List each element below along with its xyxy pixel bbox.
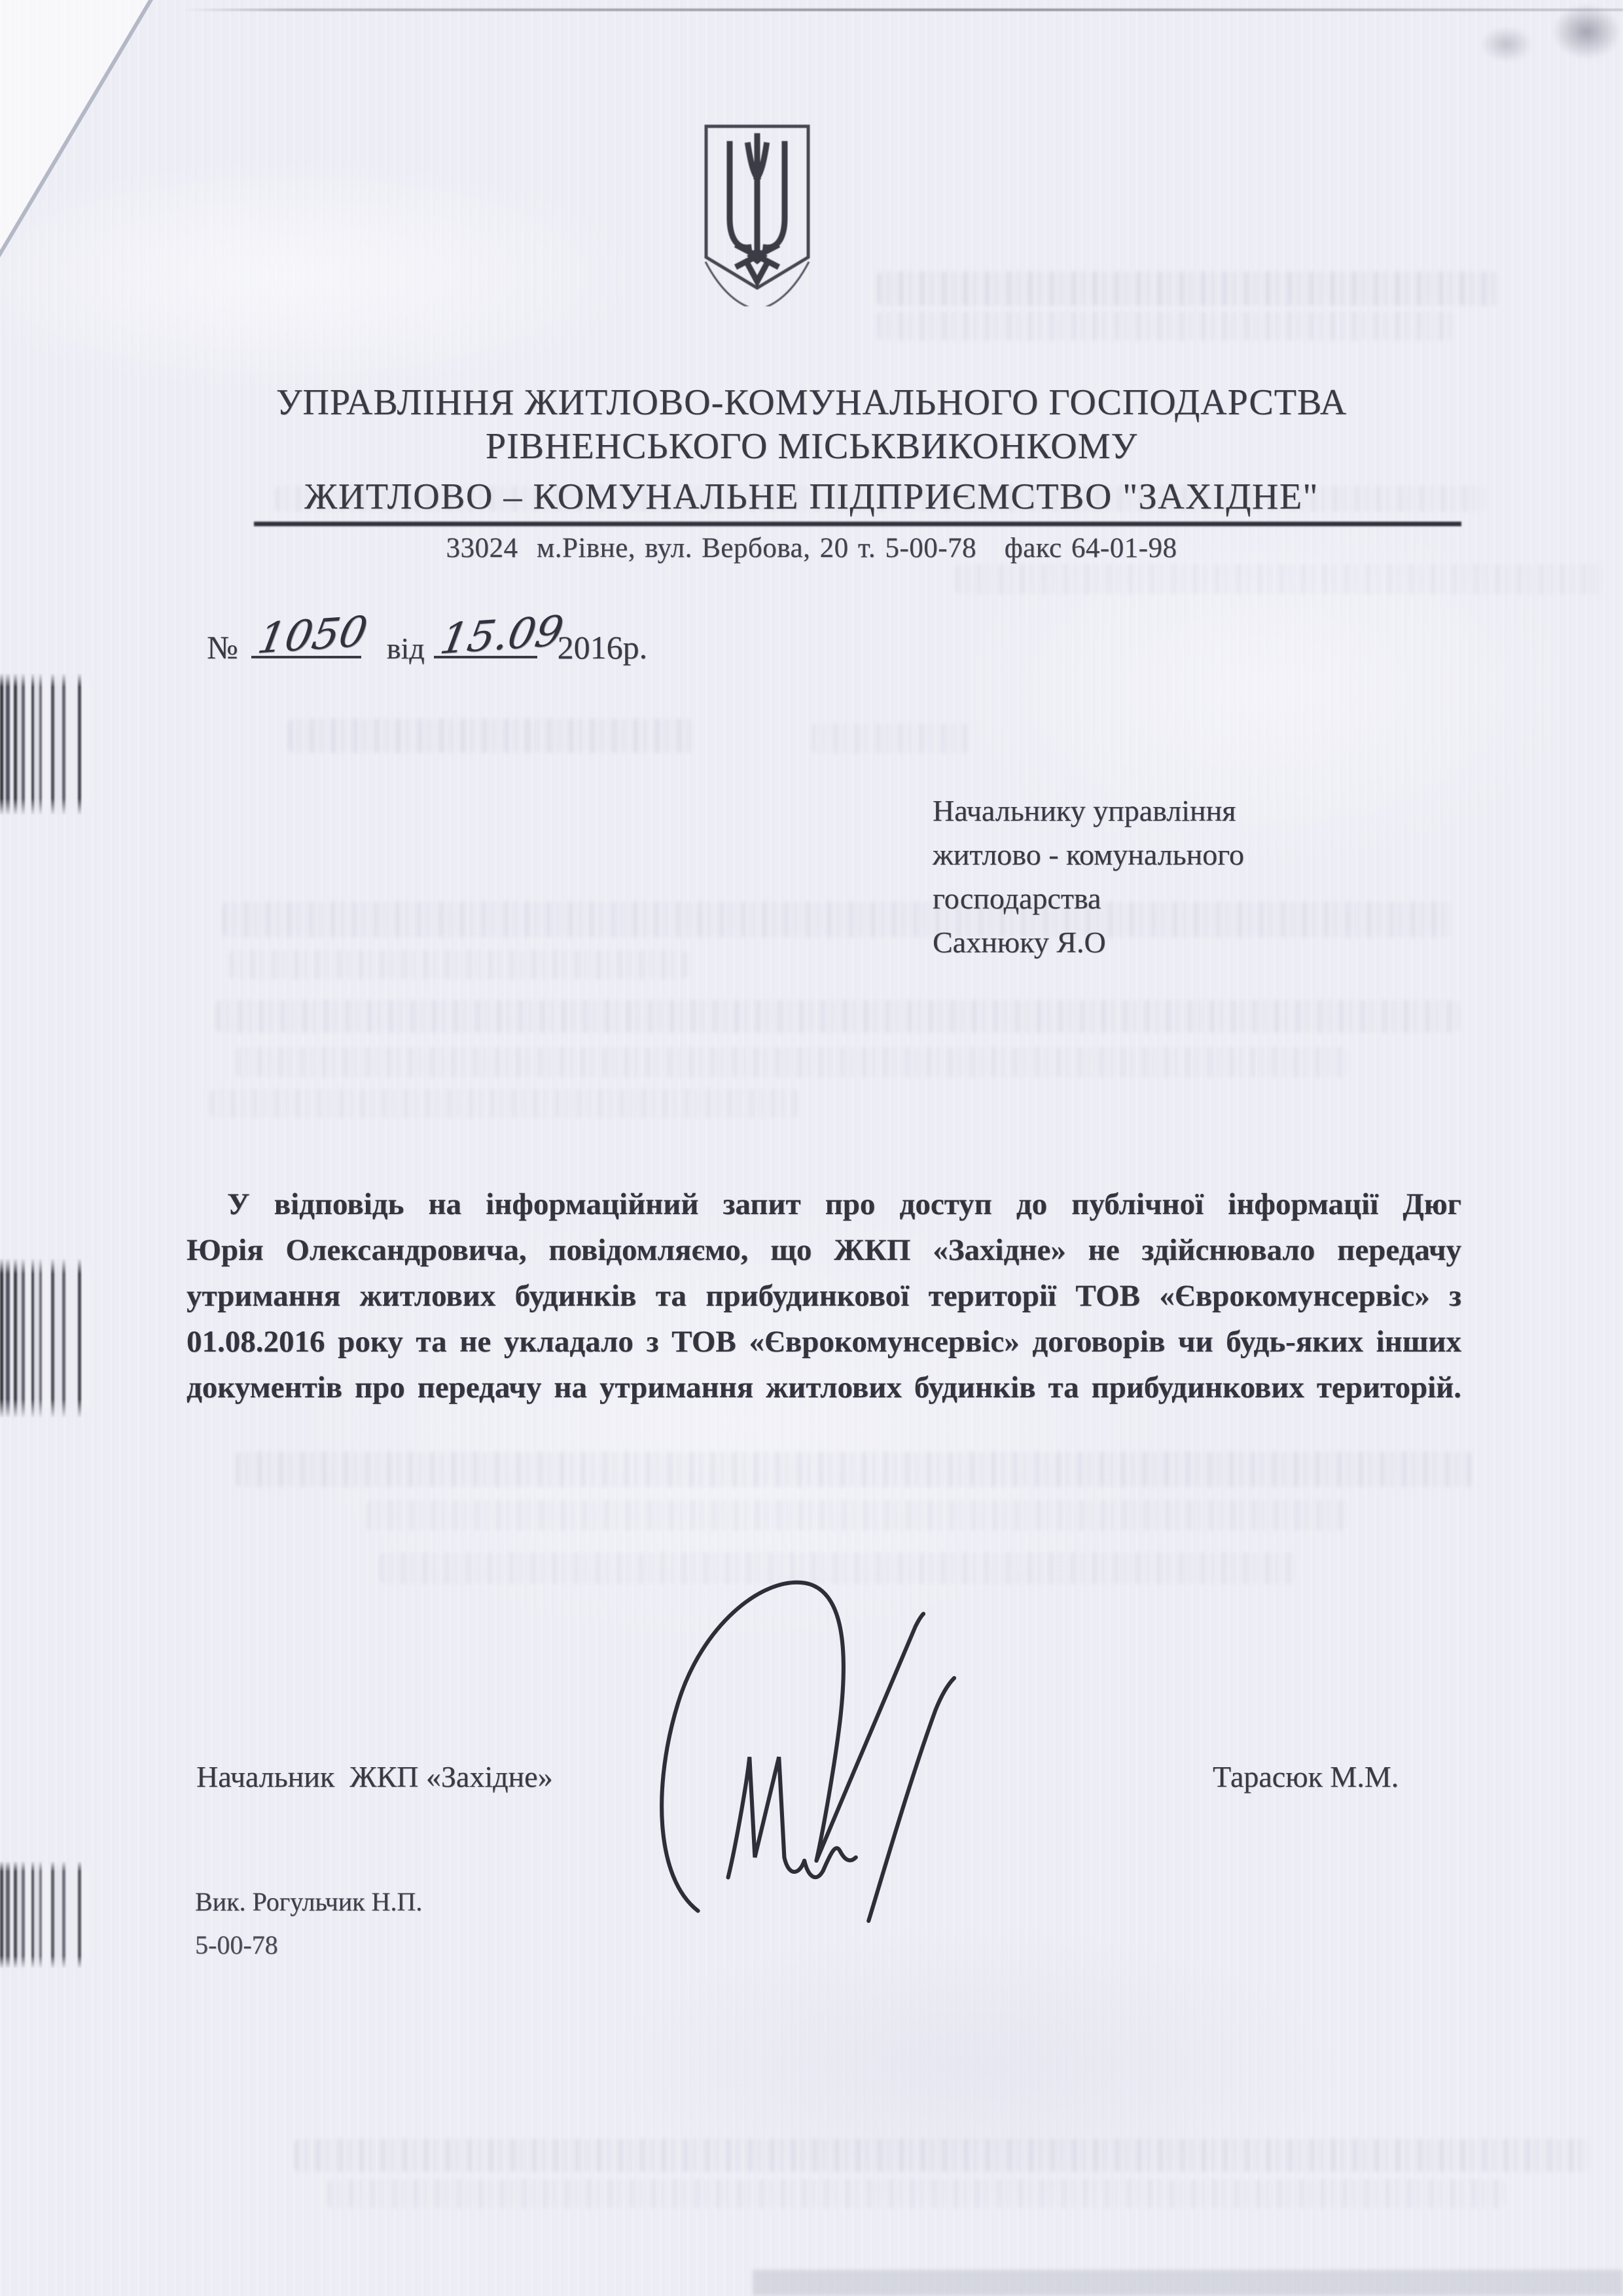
recipient-line2: житлово - комунального [933, 838, 1244, 871]
body-line: 01.08.2016 року та не укладало з ТОВ «Єврокомунсервіс» договорів чи будь-яких інших [187, 1325, 1461, 1359]
top-edge-scan-line [183, 9, 1623, 11]
number-label: № [207, 629, 238, 666]
binding-smudge-artifact [0, 1861, 90, 1969]
body-line: Юрія Олександровича, повідомляємо, що ЖКП «Західне» не здійснювало передачу [187, 1233, 1461, 1267]
top-right-smudge [1552, 4, 1621, 60]
signer-position-title: Начальник ЖКП «Західне» [196, 1760, 553, 1793]
bleed-through-artifact [812, 723, 969, 753]
bleed-through-artifact [366, 1500, 1348, 1530]
executor-phone: 5-00-78 [195, 1930, 278, 1960]
recipient-line4: Сахнюку Я.О [933, 925, 1106, 959]
date-preposition: від [386, 632, 425, 665]
executor-line: Вик. Рогульчик Н.П. [195, 1887, 423, 1916]
bleed-through-artifact [209, 1089, 798, 1118]
bleed-through-artifact [877, 312, 1453, 340]
body-paragraph [187, 1181, 1461, 1410]
recipient-line3: господарства [933, 882, 1101, 915]
bleed-through-artifact [877, 272, 1499, 306]
binding-smudge-artifact [0, 1258, 90, 1418]
bleed-through-artifact [955, 564, 1603, 594]
reference-row [207, 609, 647, 668]
bleed-through-artifact [236, 1047, 1348, 1077]
signer-name: Тарасюк М.М. [1213, 1760, 1399, 1793]
outgoing-number-field [251, 607, 371, 664]
body-line: утримання житлових будинків та прибудинкової території ТОВ «Єврокомунсервіс» з [187, 1279, 1461, 1313]
org-name-line3: ЖИТЛОВО – КОМУНАЛЬНЕ ПІДПРИЄМСТВО "ЗАХІДНЕ" [304, 476, 1319, 517]
outgoing-number-handwritten: 1050 [254, 607, 371, 664]
bleed-through-artifact [327, 2179, 1505, 2208]
bleed-through-artifact [229, 950, 687, 979]
handwritten-signature [645, 1563, 959, 1924]
corner-fold-crease [0, 0, 170, 275]
ukraine-trident-emblem-icon [703, 123, 812, 306]
bleed-through-artifact [216, 1000, 1459, 1033]
bottom-edge-smudge [753, 2270, 1623, 2296]
body-line: документів про передачу на утримання житлових будинків та прибудинкових територій. [187, 1371, 1461, 1405]
binding-smudge-artifact [0, 673, 90, 816]
address-line: 33024 м.Рівне, вул. Вербова, 20 т. 5-00-78 факс 64-01-98 [446, 533, 1177, 564]
bleed-through-artifact [294, 2139, 1590, 2172]
bleed-through-artifact [288, 719, 694, 753]
bleed-through-artifact [223, 902, 1453, 937]
date-handwritten: 15.09 [437, 607, 567, 664]
org-name-line1: УПРАВЛІННЯ ЖИТЛОВО-КОМУНАЛЬНОГО ГОСПОДАРСТВА [276, 382, 1347, 423]
top-right-smudge [1480, 26, 1533, 62]
recipient-line1: Начальнику управління [933, 794, 1236, 827]
org-name-line2: РІВНЕНСЬКОГО МІСЬКВИКОНКОМУ [485, 426, 1138, 467]
header-divider-rule [254, 522, 1461, 526]
body-line: У відповідь на інформаційний запит про доступ до публічної інформації Дюг [227, 1187, 1461, 1221]
year-text: 2016р. [557, 629, 648, 666]
date-field [434, 607, 567, 664]
recipient-block [933, 789, 1244, 964]
bleed-through-artifact [236, 1452, 1472, 1487]
